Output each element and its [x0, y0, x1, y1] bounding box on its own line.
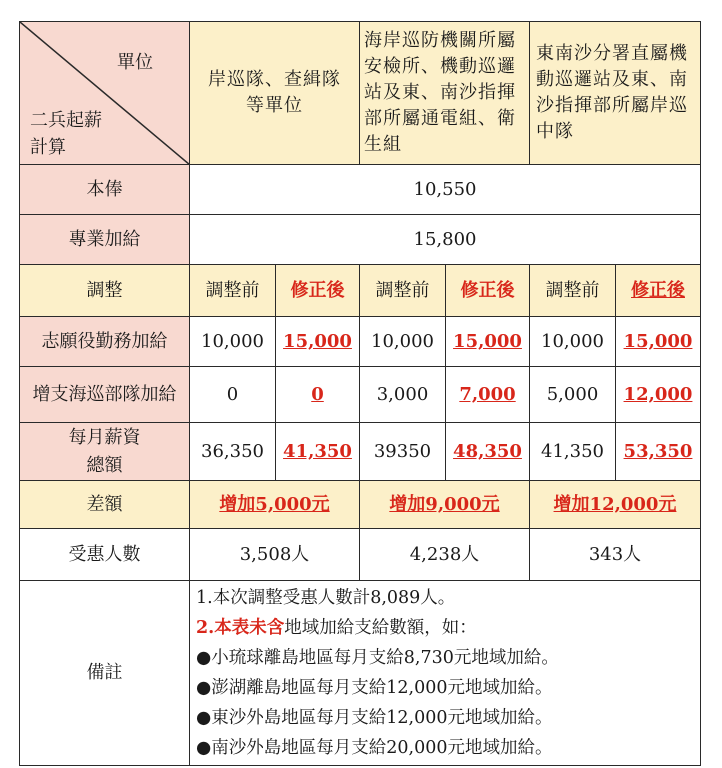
difference-value-1: 增加5,000元 — [190, 481, 360, 529]
volunteer-allowance-label: 志願役勤務加給 — [20, 317, 190, 367]
volunteer-after-1: 15,000 — [276, 317, 360, 367]
beneficiaries-value-2: 4,238人 — [360, 529, 530, 581]
coast-after-2: 7,000 — [446, 367, 530, 423]
remark-line-2: 2.本表未含地域加給支給數額，如： — [196, 618, 477, 638]
beneficiaries-value-3: 343人 — [530, 529, 701, 581]
total-before-3: 41,350 — [530, 423, 616, 481]
before-label-2: 調整前 — [360, 265, 446, 317]
base-pay-row — [20, 165, 701, 215]
monthly-total-label: 每月薪資 總額 — [20, 423, 190, 481]
adjust-label: 調整 — [20, 265, 190, 317]
beneficiaries-label: 受惠人數 — [20, 529, 190, 581]
before-label-3: 調整前 — [530, 265, 616, 317]
after-label-1: 修正後 — [276, 265, 360, 317]
remark-item: ●東沙外島地區每月支給12,000元地域加給。 — [196, 708, 553, 728]
unit-header-3: 東南沙分署直屬機動巡邏站及東、南沙指揮部所屬岸巡中隊 — [530, 22, 701, 165]
coast-after-1: 0 — [276, 367, 360, 423]
professional-pay-value: 15,800 — [190, 215, 701, 265]
after-label-3: 修正後 — [616, 265, 701, 317]
volunteer-before-1: 10,000 — [190, 317, 276, 367]
professional-pay-label: 專業加給 — [20, 215, 190, 265]
coast-before-3: 5,000 — [530, 367, 616, 423]
difference-label: 差額 — [20, 481, 190, 529]
volunteer-before-2: 10,000 — [360, 317, 446, 367]
salary-table-container — [19, 21, 701, 766]
remarks-content — [190, 581, 701, 766]
difference-row — [20, 481, 701, 529]
professional-pay-row — [20, 215, 701, 265]
corner-unit-label: 單位 — [117, 52, 153, 73]
adjust-row — [20, 265, 701, 317]
coast-allowance-label: 增支海巡部隊加給 — [20, 367, 190, 423]
total-after-1: 41,350 — [276, 423, 360, 481]
corner-cell — [20, 22, 190, 165]
after-label-2: 修正後 — [446, 265, 530, 317]
before-label-1: 調整前 — [190, 265, 276, 317]
difference-value-2: 增加9,000元 — [360, 481, 530, 529]
beneficiaries-value-1: 3,508人 — [190, 529, 360, 581]
total-before-1: 36,350 — [190, 423, 276, 481]
coast-allowance-row — [20, 367, 701, 423]
total-after-3: 53,350 — [616, 423, 701, 481]
volunteer-after-3: 15,000 — [616, 317, 701, 367]
remark-item: ●小琉球離島地區每月支給8,730元地域加給。 — [196, 648, 559, 668]
difference-value-3: 增加12,000元 — [530, 481, 701, 529]
corner-calc-label: 二兵起薪 計算 — [30, 110, 102, 158]
header-row — [20, 22, 701, 165]
unit-header-2: 海岸巡防機關所屬安檢所、機動巡邏站及東、南沙指揮部所屬通電組、衛生組 — [360, 22, 530, 165]
volunteer-after-2: 15,000 — [446, 317, 530, 367]
remark-item: ●澎湖離島地區每月支給12,000元地域加給。 — [196, 678, 553, 698]
salary-table — [19, 21, 701, 766]
remarks-label: 備註 — [20, 581, 190, 766]
total-before-2: 39350 — [360, 423, 446, 481]
unit-header-1: 岸巡隊、查緝隊等單位 — [190, 22, 360, 165]
total-after-2: 48,350 — [446, 423, 530, 481]
monthly-total-row — [20, 423, 701, 481]
volunteer-before-3: 10,000 — [530, 317, 616, 367]
coast-before-2: 3,000 — [360, 367, 446, 423]
beneficiaries-row — [20, 529, 701, 581]
remark-item: ●南沙外島地區每月支給20,000元地域加給。 — [196, 738, 553, 758]
coast-before-1: 0 — [190, 367, 276, 423]
base-pay-value: 10,550 — [190, 165, 701, 215]
remark-line-1: 1.本次調整受惠人數計8,089人。 — [196, 588, 456, 608]
volunteer-allowance-row — [20, 317, 701, 367]
coast-after-3: 12,000 — [616, 367, 701, 423]
base-pay-label: 本俸 — [20, 165, 190, 215]
remarks-row — [20, 581, 701, 766]
